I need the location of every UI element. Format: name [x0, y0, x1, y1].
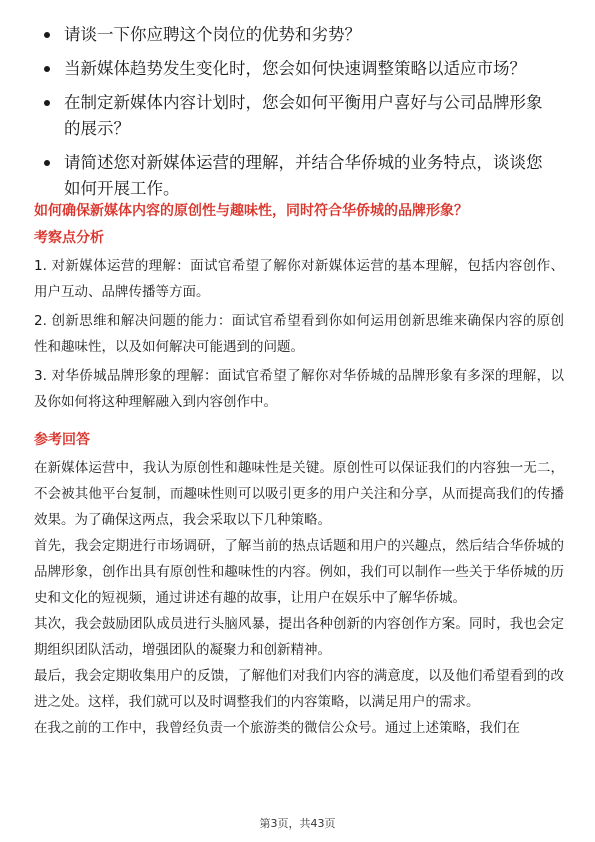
list-item-text: 当新媒体趋势发生变化时，您会如何快速调整策略以适应市场？ — [64, 59, 526, 78]
bullet-dot-icon — [44, 66, 50, 72]
list-item-text: 请简述您对新媒体运营的理解，并结合华侨城的业务特点，谈谈您如何开展工作。 — [64, 153, 543, 198]
bullet-dot-icon — [44, 100, 50, 106]
analysis-body — [34, 253, 564, 418]
bullet-dot-icon — [44, 160, 50, 166]
page-number: 第3页，共43页 — [259, 817, 336, 830]
answer-heading: 参考回答 — [34, 432, 90, 448]
analysis-heading: 考察点分析 — [34, 230, 104, 246]
answer-paragraph: 其次，我会鼓励团队成员进行头脑风暴，提出各种创新的内容创作方案。同时，我也会定期组织团队活动，增强团队的凝聚力和创新精神。 — [34, 616, 564, 658]
list-item-text: 在制定新媒体内容计划时，您会如何平衡用户喜好与公司品牌形象的展示？ — [64, 93, 543, 138]
answer-paragraph: 在我之前的工作中，我曾经负责一个旅游类的微信公众号。通过上述策略，我们在 — [34, 720, 520, 736]
list-item-text: 请谈一下你应聘这个岗位的优势和劣势？ — [64, 25, 361, 44]
list-item — [38, 150, 558, 202]
bullet-dot-icon — [44, 32, 50, 38]
answer-paragraph: 在新媒体运营中，我认为原创性和趣味性是关键。原创性可以保证我们的内容独一无二，不会被其他平台复制，而趣味性则可以吸引更多的用户关注和分享，从而提高我们的传播效果。为了确保这两点，我会采取以下几种策略。 — [34, 460, 564, 528]
question-title: 如何确保新媒体内容的原创性与趣味性，同时符合华侨城的品牌形象？ — [34, 203, 468, 219]
question-list — [38, 22, 558, 210]
list-item — [38, 56, 558, 82]
analysis-item: 1. 对新媒体运营的理解：面试官希望了解你对新媒体运营的基本理解，包括内容创作、用户互动、品牌传播等方面。 — [34, 258, 564, 300]
list-item — [38, 22, 558, 48]
analysis-item: 2. 创新思维和解决问题的能力：面试官希望看到你如何运用创新思维来确保内容的原创性和趣味性，以及如何解决可能遇到的问题。 — [34, 313, 564, 355]
analysis-item: 3. 对华侨城品牌形象的理解：面试官希望了解你对华侨城的品牌形象有多深的理解，以及你如何将这种理解融入到内容创作中。 — [34, 368, 564, 410]
answer-paragraph: 最后，我会定期收集用户的反馈，了解他们对我们内容的满意度，以及他们希望看到的改进之处。这样，我们就可以及时调整我们的内容策略，以满足用户的需求。 — [34, 668, 564, 710]
list-item — [38, 90, 558, 142]
answer-paragraph: 首先，我会定期进行市场调研，了解当前的热点话题和用户的兴趣点，然后结合华侨城的品牌形象，创作出具有原创性和趣味性的内容。例如，我们可以制作一些关于华侨城的历史和文化的短视频，通过讲述有趣的故事，让用户在娱乐中了解华侨城。 — [34, 538, 564, 606]
answer-body — [34, 455, 564, 741]
